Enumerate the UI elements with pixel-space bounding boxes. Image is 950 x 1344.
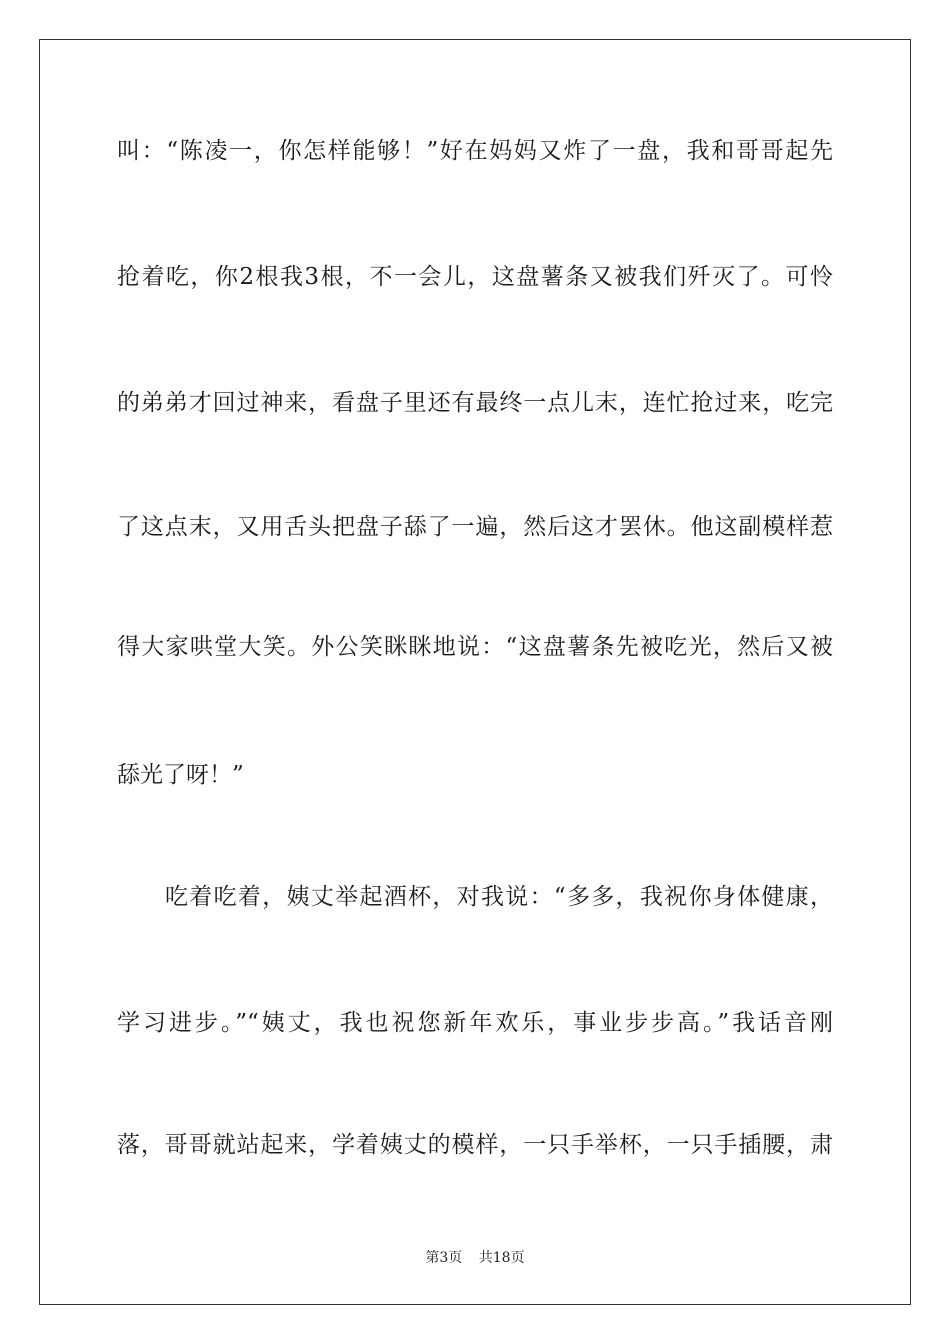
page-total: 共18页 [478,1250,525,1266]
page-border [39,39,911,1305]
text-line: 舔光了呀！” [117,762,244,788]
text-line: 了这点末，又用舌头把盘子舔了一遍，然后这才罢休。他这副模样惹 [117,514,833,540]
page-footer [0,1247,950,1267]
text-line: 抢着吃，你2根我3根，不一会儿，这盘薯条又被我们歼灭了。可怜 [117,264,833,290]
text-line: 学习进步。”“姨丈，我也祝您新年欢乐，事业步步高。”我话音刚 [117,1010,833,1036]
text-line: 落，哥哥就站起来，学着姨丈的模样，一只手举杯，一只手插腰，肃 [117,1132,833,1158]
text-line: 的弟弟才回过神来，看盘子里还有最终一点儿末，连忙抢过来，吃完 [117,390,833,416]
paragraph-first-line: 吃着吃着，姨丈举起酒杯，对我说：“多多，我祝你身体健康， [165,884,833,910]
text-line: 得大家哄堂大笑。外公笑眯眯地说：“这盘薯条先被吃光，然后又被 [117,634,833,660]
page-number: 第3页 [425,1250,463,1266]
text-line: 叫：“陈凌一，你怎样能够！”好在妈妈又炸了一盘，我和哥哥起先 [117,138,833,164]
